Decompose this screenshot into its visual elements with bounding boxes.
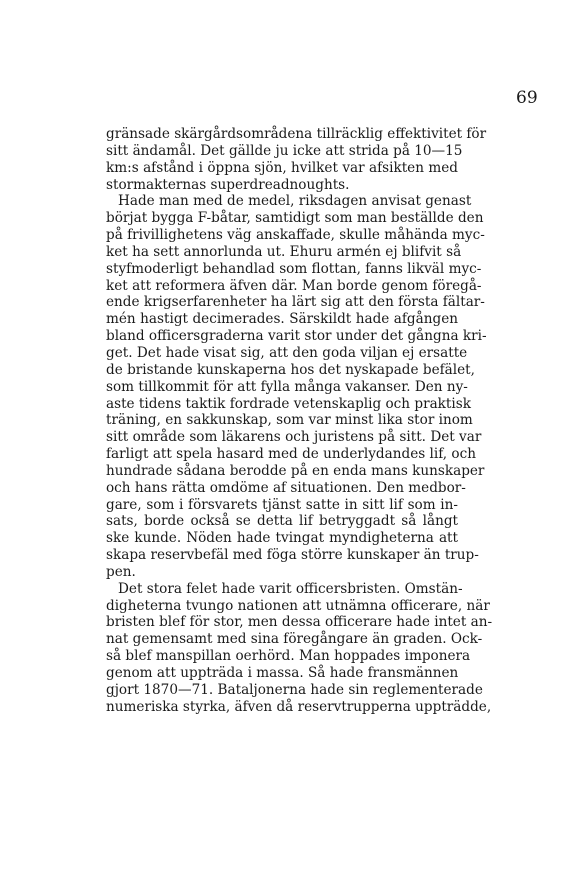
- text-line: börjat bygga F-båtar, samtidigt som man beställde den: [106, 210, 484, 227]
- text-line: och hans rätta omdöme af situationen. Den medbor-: [106, 479, 466, 496]
- text-line: pen.: [106, 563, 136, 580]
- text-line: hundrade sådana berodde på en enda mans kunskaper: [106, 462, 485, 479]
- text-line: sitt område som läkarens och juristens på sitt. Det var: [106, 429, 482, 446]
- text-line: bristen blef för stor, men dessa officerare hade intet an-: [106, 614, 493, 631]
- text-line: Det stora felet hade varit officersbristen. Omstän-: [118, 580, 463, 597]
- text-line: stormakternas superdreadnoughts.: [106, 176, 350, 193]
- text-line: på frivillighetens väg anskaffade, skulle måhända myc-: [106, 227, 485, 244]
- text-line: genom att uppträda i massa. Så hade fransmännen: [106, 665, 459, 681]
- text-line: de bristande kunskaperna hos det nyskapade befälet,: [106, 361, 475, 378]
- text-line: get. Det hade visat sig, att den goda viljan ej ersatte: [106, 344, 468, 361]
- text-line: sats, borde också se detta lif betryggadt så långt: [106, 513, 458, 530]
- text-line: digheterna tvungo nationen att utnämna officerare, när: [106, 597, 490, 614]
- text-line: som tillkommit för att fylla många vakanser. Den ny-: [106, 378, 468, 395]
- text-line: nat gemensamt med sina föregångare än graden. Ock-: [106, 631, 483, 648]
- text-line: så blef manspillan oerhörd. Man hoppades imponera: [106, 648, 471, 665]
- text-line: numeriska styrka, äfven då reservtrupperna uppträdde,: [106, 698, 492, 715]
- text-line: skapa reservbefäl med föga större kunskaper än trup-: [106, 547, 479, 564]
- text-line: ket att reformera äfven där. Man borde genom föregå-: [106, 277, 482, 294]
- text-line: Hade man med de medel, riksdagen anvisat genast: [118, 193, 472, 210]
- text-line: km:s afstånd i öppna sjön, hvilket var afsikten med: [106, 159, 458, 176]
- text-line: gare, som i försvarets tjänst satte in sitt lif som in-: [106, 496, 458, 513]
- body-text: [106, 126, 493, 716]
- text-line: gjort 1870—71. Bataljonerna hade sin reglementerade: [106, 681, 483, 698]
- text-line: ende krigserfarenheter ha lärt sig att den första fältar-: [106, 294, 485, 311]
- page-number: 69: [516, 88, 538, 108]
- text-line: aste tidens taktik fordrade vetenskaplig och praktisk: [106, 395, 471, 412]
- text-line: sitt ändamål. Det gällde ju icke att strida på 10—15: [106, 142, 463, 159]
- text-line: träning, en sakkunskap, som var minst lika stor inom: [106, 412, 473, 429]
- text-line: bland officersgraderna varit stor under det gångna kri-: [106, 328, 487, 345]
- text-line: farligt att spela hasard med de underlydandes lif, och: [106, 446, 476, 463]
- text-line: mén hastigt decimerades. Särskildt hade afgången: [106, 311, 458, 328]
- text-line: gränsade skärgårdsområdena tillräcklig effektivitet för: [106, 126, 487, 142]
- text-line: ket ha sett annorlunda ut. Ehuru armén ej blifvit så: [106, 243, 462, 260]
- text-line: ske kunde. Nöden hade tvingat myndigheterna att: [106, 530, 458, 547]
- text-line: styfmoderligt behandlad som flottan, fanns likväl myc-: [106, 260, 482, 277]
